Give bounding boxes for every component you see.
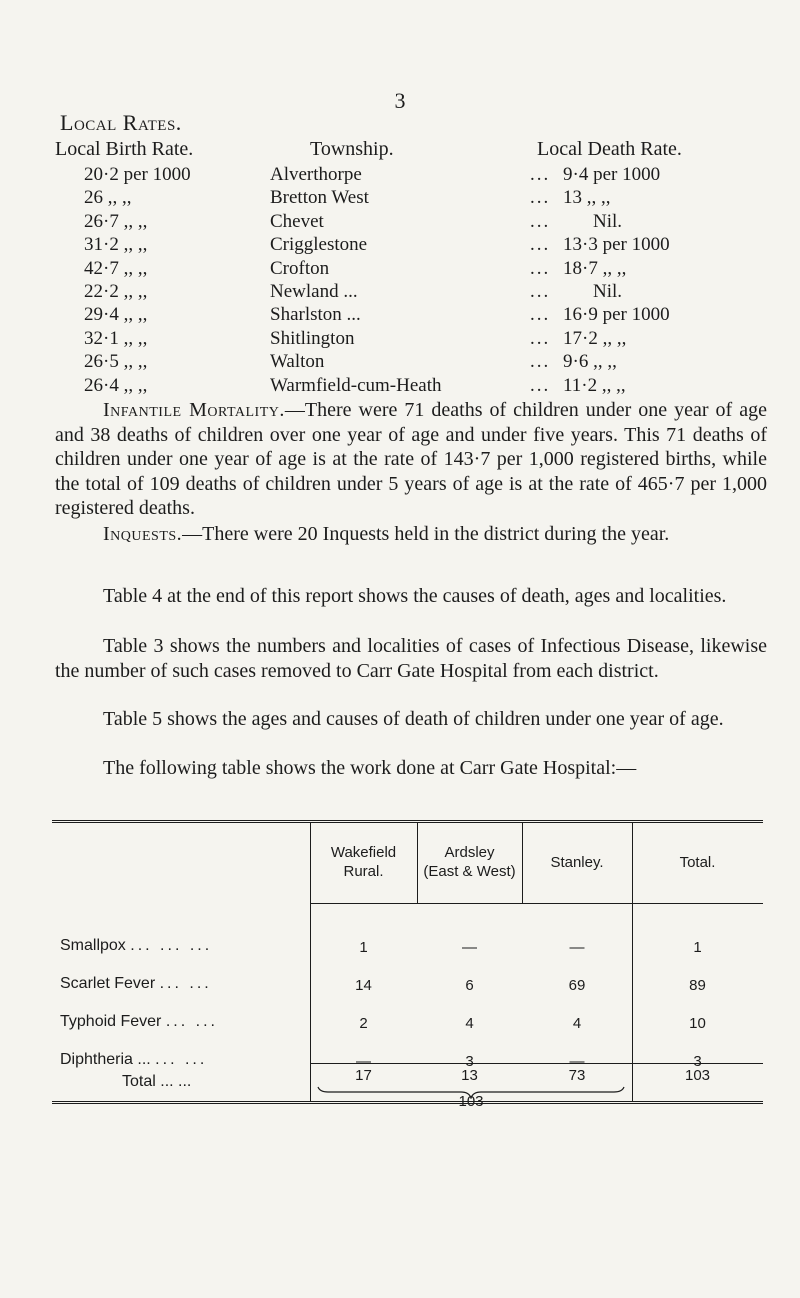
table-cell: 10	[689, 1015, 706, 1032]
leader-dots: ...	[530, 280, 551, 302]
row-label-scarlet-fever: Scarlet Fever ... ...	[60, 975, 212, 992]
table-cell: 3	[465, 1053, 474, 1070]
death-rate: 18·7 ,, ,,	[563, 257, 627, 279]
row-label-total: Total ... ...	[122, 1073, 192, 1090]
leader-dots: ...	[530, 234, 551, 256]
table-cell: 89	[689, 977, 706, 994]
inquests-title: Inquests.	[103, 523, 183, 545]
local-rates-table	[0, 164, 800, 398]
table-cell: —	[569, 1053, 585, 1070]
rate-row	[0, 304, 800, 327]
rate-row	[0, 211, 800, 234]
rate-row	[0, 187, 800, 210]
death-rate: 9·4 per 1000	[563, 164, 661, 185]
birth-rate: 31·2 ,, ,,	[84, 234, 148, 256]
inquests-text: —There were 20 Inquests held in the district during the year.	[182, 523, 670, 545]
rate-row	[0, 164, 800, 187]
rate-row	[0, 328, 800, 351]
table-cell: 2	[359, 1015, 368, 1032]
birth-rate: 22·2 ,, ,,	[84, 280, 148, 302]
birth-rate: 32·1 ,, ,,	[84, 327, 148, 349]
birth-rate: 20·2 per 1000	[84, 164, 191, 185]
death-rate: 9·6 ,, ,,	[563, 351, 617, 373]
total-cell: 73	[568, 1067, 586, 1084]
leader-dots: ...	[530, 257, 551, 279]
table-cell: 6	[465, 977, 474, 994]
infantile-mortality-text: —There were 71 deaths of children under one year of age and 38 deaths of children over one year of age and under five years. This 71 deaths of children under one year of age is at the rate of 143·7 per 1,000 registered births, while the total of 109 deaths of children under 5 years of age is at the rate of 465·7 per 1,000 registered deaths.	[55, 399, 767, 519]
table-cell: 1	[359, 939, 368, 956]
death-rate: Nil.	[593, 280, 623, 302]
death-rate: Nil.	[593, 210, 623, 232]
table5-paragraph: Table 5 shows the ages and causes of death of children under one year of age.	[103, 708, 724, 730]
death-rate: 11·2 ,, ,,	[563, 374, 626, 396]
birth-rate: 26 ,, ,,	[84, 187, 132, 209]
row-label-typhoid-fever: Typhoid Fever ... ...	[60, 1013, 218, 1030]
leader-dots: ...	[530, 327, 551, 349]
rate-row	[0, 234, 800, 257]
table-cell: 1	[693, 939, 702, 956]
township-name: Shitlington	[270, 327, 355, 349]
table-cell: 69	[568, 977, 586, 994]
birth-rate: 26·5 ,, ,,	[84, 351, 148, 373]
col-header-stanley: Stanley.	[550, 854, 604, 871]
total-cell: 17	[355, 1067, 372, 1084]
birth-rate: 26·7 ,, ,,	[84, 210, 148, 232]
infantile-mortality-title: Infantile Mortality.	[103, 399, 285, 421]
table-cell: 3	[693, 1053, 702, 1070]
leader-dots: ...	[530, 187, 551, 209]
leader-dots: ...	[530, 351, 551, 373]
col-header-township: Township.	[310, 138, 394, 160]
inquests-paragraph	[55, 522, 767, 547]
table-cell: 14	[355, 977, 372, 994]
total-combined: 103	[458, 1093, 484, 1110]
township-name: Crigglestone	[270, 234, 368, 256]
leader-dots: ...	[530, 210, 551, 232]
township-name: Chevet	[270, 210, 324, 232]
township-name: Warmfield-cum-Heath	[270, 374, 442, 396]
death-rate: 16·9 per 1000	[563, 304, 670, 326]
death-rate: 13·3 per 1000	[563, 234, 670, 256]
birth-rate: 42·7 ,, ,,	[84, 257, 148, 279]
leader-dots: ...	[530, 374, 551, 396]
total-grand: 103	[684, 1067, 711, 1084]
death-rate: 13 ,, ,,	[563, 187, 611, 209]
col-header-death-rate: Local Death Rate.	[537, 138, 682, 160]
col-header-total: Total.	[679, 854, 716, 871]
death-rate: 17·2 ,, ,,	[563, 327, 627, 349]
table4-paragraph: Table 4 at the end of this report shows the causes of death, ages and localities.	[103, 585, 727, 607]
township-name: Crofton	[270, 257, 330, 279]
rate-row	[0, 281, 800, 304]
leader-dots: ...	[530, 304, 551, 326]
table-cell: 4	[572, 1015, 582, 1032]
township-name: Alverthorpe	[270, 164, 362, 185]
township-name: Sharlston ...	[270, 304, 361, 326]
birth-rate: 26·4 ,, ,,	[84, 374, 148, 396]
local-rates-column-headers	[55, 138, 795, 164]
table-cell: —	[462, 939, 477, 956]
page-number: 3	[394, 88, 406, 113]
rate-row	[0, 375, 800, 398]
rate-row	[0, 258, 800, 281]
carr-gate-hospital-table	[52, 820, 763, 1110]
birth-rate: 29·4 ,, ,,	[84, 304, 148, 326]
township-name: Walton	[270, 351, 325, 373]
township-name: Newland ...	[270, 280, 358, 302]
table-cell: —	[569, 939, 585, 956]
total-cell: 13	[461, 1067, 478, 1084]
col-header-birth-rate: Local Birth Rate.	[55, 138, 194, 160]
col-header-wakefield-rural: Wakefield Rural.	[330, 844, 397, 880]
table3-paragraph: Table 3 shows the numbers and localities of cases of Infectious Disease, likewise the number of such cases removed to Carr Gate Hospital from each district.	[55, 635, 767, 682]
infantile-mortality-paragraph	[55, 398, 767, 521]
local-rates-heading: Local Rates.	[60, 110, 182, 135]
row-label-smallpox: Smallpox ... ... ...	[60, 937, 213, 954]
following-table-paragraph: The following table shows the work done at Carr Gate Hospital:—	[103, 757, 637, 779]
table-cell: 4	[465, 1015, 474, 1032]
row-label-diphtheria: Diphtheria ... ... ...	[60, 1051, 208, 1068]
table-cell: —	[356, 1053, 371, 1070]
leader-dots: ...	[530, 164, 551, 185]
col-header-ardsley: Ardsley (East & West)	[423, 844, 516, 880]
rate-row	[0, 351, 800, 374]
township-name: Bretton West	[270, 187, 369, 209]
